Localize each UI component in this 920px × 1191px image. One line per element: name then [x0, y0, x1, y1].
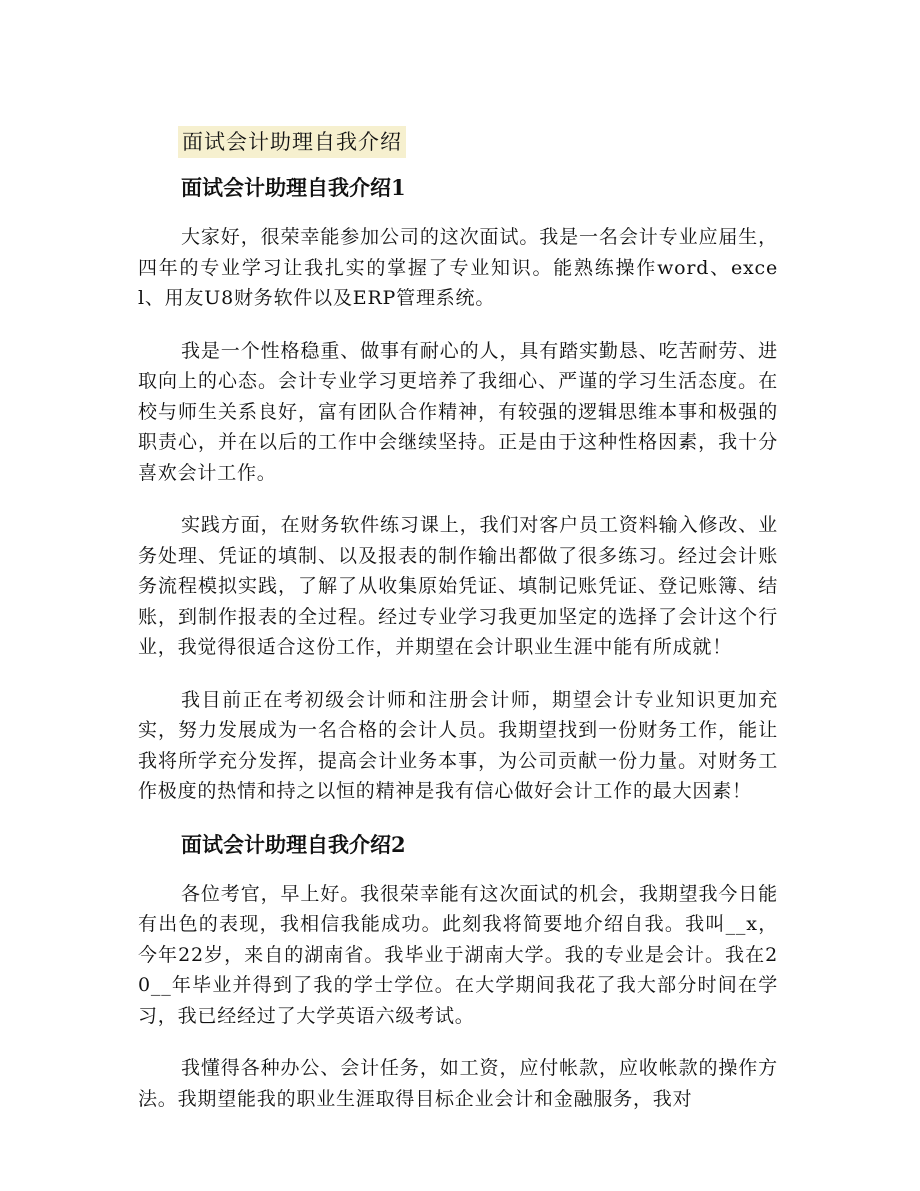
- paragraph: 实践方面，在财务软件练习课上，我们对客户员工资料输入修改、业务处理、凭证的填制、以及报表的制作输出都做了很多练习。经过会计账务流程模拟实践，了解了从收集原始凭证、填制记账凭证、登记账簿、结账，到制作报表的全过程。经过专业学习我更加坚定的选择了会计这个行业，我觉得很适合这份工作，并期望在会计职业生涯中能有所成就！: [138, 514, 778, 658]
- paragraph: 我是一个性格稳重、做事有耐心的人，具有踏实勤恳、吃苦耐劳、进取向上的心态。会计专业学习更培养了我细心、严谨的学习生活态度。在校与师生关系良好，富有团队合作精神，有较强的逻辑思维本事和极强的职责心，并在以后的工作中会继续坚持。正是由于这种性格因素，我十分喜欢会计工作。: [138, 339, 778, 484]
- document-body: [138, 172, 778, 1136]
- paragraph: 各位考官，早上好。我很荣幸能有这次面试的机会，我期望我今日能有出色的表现，我相信我能成功。此刻我将简要地介绍自我。我叫__x，今年22岁，来自的湖南省。我毕业于湖南大学。我的专业是会计。我在20__年毕业并得到了我的学士学位。在大学期间我花了我大部分时间在学习，我已经经过了大学英语六级考试。: [138, 882, 778, 1027]
- section-heading-1: 面试会计助理自我介绍1: [181, 175, 406, 200]
- paragraph: 大家好，很荣幸能参加公司的这次面试。我是一名会计专业应届生，四年的专业学习让我扎实的掌握了专业知识。能熟练操作word、excel、用友U8财务软件以及ERP管理系统。: [138, 226, 778, 309]
- paragraph: 我懂得各种办公、会计任务，如工资，应付帐款，应收帐款的操作方法。我期望能我的职业生涯取得目标企业会计和金融服务，我对: [138, 1057, 778, 1110]
- section-heading-2: 面试会计助理自我介绍2: [181, 831, 406, 857]
- document-title: 面试会计助理自我介绍: [178, 126, 406, 158]
- paragraph: 我目前正在考初级会计师和注册会计师，期望会计专业知识更加充实，努力发展成为一名合格的会计人员。我期望找到一份财务工作，能让我将所学充分发挥，提高会计业务本事，为公司贡献一份力量。对财务工作极度的热情和持之以恒的精神是我有信心做好会计工作的最大因素！: [138, 688, 778, 802]
